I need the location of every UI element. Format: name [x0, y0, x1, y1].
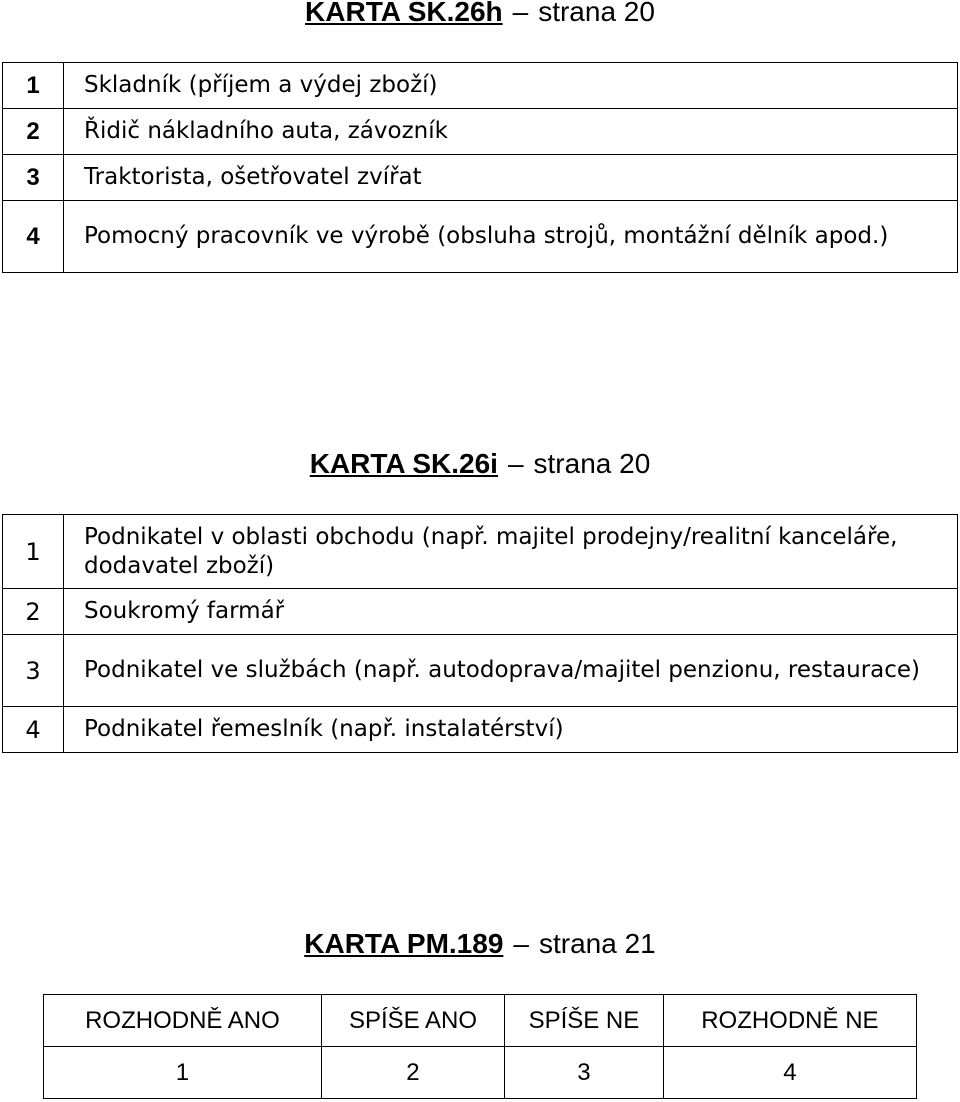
card-page: strana 21 [538, 928, 656, 959]
table-row [3, 109, 958, 155]
card-code: KARTA SK.26h [305, 0, 503, 27]
table-row [3, 635, 958, 707]
row-number: 4 [3, 201, 64, 273]
card-code: KARTA SK.26i [309, 448, 498, 479]
scale-label: ROZHODNĚ NE [663, 995, 916, 1047]
scale-code: 1 [44, 1047, 322, 1099]
row-label: Soukromý farmář [64, 589, 958, 635]
row-number: 3 [3, 155, 64, 201]
row-label: Podnikatel v oblasti obchodu (např. majitel prodejny/realitní kanceláře, dodavatel zboží) [64, 515, 958, 589]
row-label: Pomocný pracovník ve výrobě (obsluha strojů, montážní dělník apod.) [64, 201, 958, 273]
scale-label: SPÍŠE NE [505, 995, 664, 1047]
scale-label: ROZHODNĚ ANO [44, 995, 322, 1047]
answer-scale-table [43, 994, 917, 1099]
card-page: strana 20 [533, 448, 651, 479]
scale-code: 2 [321, 1047, 504, 1099]
row-number: 2 [3, 109, 64, 155]
card-heading-sk26i [0, 448, 960, 480]
row-number: 3 [3, 635, 64, 707]
row-label: Skladník (příjem a výdej zboží) [64, 63, 958, 109]
table-row [3, 589, 958, 635]
table-row [3, 63, 958, 109]
row-number: 2 [3, 589, 64, 635]
scale-label: SPÍŠE ANO [321, 995, 504, 1047]
card-code: KARTA PM.189 [304, 928, 504, 959]
scale-code: 3 [505, 1047, 664, 1099]
answer-table-sk26h [2, 62, 958, 273]
row-number: 4 [3, 707, 64, 753]
scale-labels-row [44, 995, 917, 1047]
row-number: 1 [3, 515, 64, 589]
scale-code: 4 [663, 1047, 916, 1099]
row-label: Podnikatel ve službách (např. autodoprava/majitel penzionu, restaurace) [64, 635, 958, 707]
row-label: Traktorista, ošetřovatel zvířat [64, 155, 958, 201]
card-page: strana 20 [538, 0, 655, 27]
row-number: 1 [3, 63, 64, 109]
answer-table-sk26i [2, 514, 958, 753]
card-heading-pm189 [0, 928, 960, 960]
heading-dash: – [512, 0, 529, 27]
card-heading-sk26h [0, 0, 960, 28]
row-label: Podnikatel řemeslník (např. instalatérství) [64, 707, 958, 753]
row-label: Řidič nákladního auta, závozník [64, 109, 958, 155]
heading-dash: – [507, 448, 524, 479]
heading-dash: – [513, 928, 529, 959]
scale-codes-row [44, 1047, 917, 1099]
table-row [3, 515, 958, 589]
table-row [3, 155, 958, 201]
table-row [3, 707, 958, 753]
table-row [3, 201, 958, 273]
